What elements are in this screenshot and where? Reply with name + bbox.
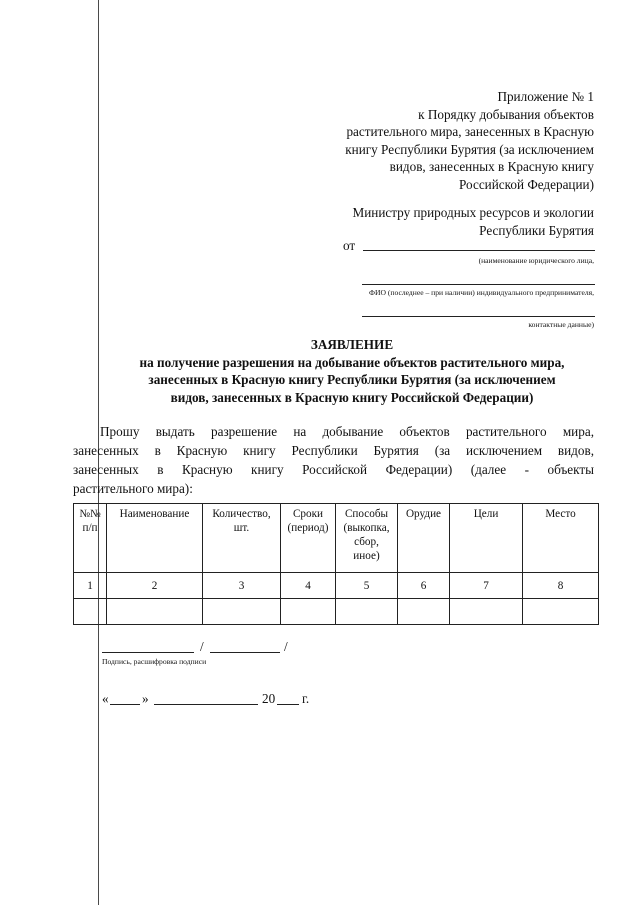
from-underline[interactable]	[363, 250, 595, 251]
table-cell[interactable]	[203, 599, 281, 625]
column-number-cell: 8	[523, 573, 599, 599]
date-row	[102, 691, 402, 709]
contacts-caption: контактные данные)	[528, 320, 594, 329]
column-number-cell: 5	[336, 573, 398, 599]
signature-slash: /	[200, 639, 204, 654]
entrepreneur-caption: ФИО (последнее – при наличии) индивидуального предпринимателя,	[369, 288, 594, 297]
header-place	[523, 504, 599, 573]
year-suffix: г.	[302, 691, 310, 706]
addressee-line: Республики Бурятия	[479, 222, 594, 238]
entrepreneur-underline[interactable]	[362, 284, 595, 285]
appendix-line: Российской Федерации)	[459, 176, 594, 192]
signature-caption: Подпись, расшифровка подписи	[102, 657, 207, 666]
date-open-quote: «	[102, 691, 109, 706]
addressee-line: Министру природных ресурсов и экологии	[352, 205, 594, 220]
date-close-quote: »	[142, 691, 149, 706]
addressee-block	[264, 204, 594, 239]
appendix-block	[264, 88, 594, 194]
header-line: шт.	[233, 522, 250, 534]
header-line: (период)	[287, 522, 329, 534]
legal-entity-caption: (наименование юридического лица,	[478, 256, 594, 265]
table-header-row	[74, 504, 599, 573]
year-prefix: 20	[262, 691, 276, 706]
title-heading: ЗАЯВЛЕНИЕ	[310, 337, 394, 352]
header-line: Наименование	[119, 508, 190, 520]
signature-decoding-line[interactable]	[210, 652, 280, 653]
table-cell[interactable]	[281, 599, 336, 625]
title-line: занесенных в Красную книгу Республики Бурятия (за исключением	[148, 372, 556, 388]
appendix-line: растительного мира, занесенных в Красную	[346, 124, 594, 140]
header-line: (выкопка,	[343, 522, 390, 534]
table-row	[74, 599, 599, 625]
header-period	[281, 504, 336, 573]
header-line: Количество,	[212, 508, 271, 520]
header-line: Сроки	[292, 508, 324, 520]
column-number-cell: 7	[450, 573, 523, 599]
column-number-cell: 3	[203, 573, 281, 599]
title-line: видов, занесенных в Красную книгу Российской Федерации)	[170, 389, 534, 405]
appendix-line: видов, занесенных в Красную книгу	[389, 159, 594, 175]
table-cell[interactable]	[107, 599, 203, 625]
column-number-cell: 6	[398, 573, 450, 599]
header-name	[107, 504, 203, 573]
header-line: №№	[79, 508, 101, 520]
header-methods	[336, 504, 398, 573]
objects-table	[73, 503, 599, 625]
table-number-row	[74, 573, 599, 599]
header-line: Орудие	[405, 508, 442, 520]
signature-line[interactable]	[102, 652, 194, 653]
paragraph-line: Прошу выдать разрешение на добывание объектов растительного мира,	[100, 424, 594, 439]
header-quantity	[203, 504, 281, 573]
title-line: на получение разрешения на добывание объектов растительного мира,	[139, 354, 565, 370]
signature-slash: /	[284, 639, 288, 654]
table-cell[interactable]	[523, 599, 599, 625]
document-title	[102, 336, 602, 406]
appendix-line: Приложение № 1	[497, 89, 594, 104]
appendix-line: к Порядку добывания объектов	[418, 106, 594, 122]
header-goals	[450, 504, 523, 573]
table-cell[interactable]	[450, 599, 523, 625]
column-number-cell: 2	[107, 573, 203, 599]
paragraph-line: растительного мира):	[73, 481, 193, 496]
paragraph-line: занесенных в Красную книгу Республики Бурятия (за исключением видов,	[73, 443, 594, 458]
request-paragraph	[73, 422, 594, 498]
from-label: от	[343, 238, 356, 253]
header-tool	[398, 504, 450, 573]
header-line: Место	[545, 508, 576, 520]
header-line: иное)	[353, 550, 380, 562]
header-line: п/п	[82, 522, 98, 534]
table-cell[interactable]	[74, 599, 107, 625]
contacts-underline[interactable]	[362, 316, 595, 317]
day-line[interactable]	[110, 704, 140, 705]
table-cell[interactable]	[398, 599, 450, 625]
paragraph-line: занесенных в Красную книгу Российской Федерации) (далее - объекты	[73, 462, 594, 477]
column-number-cell: 1	[74, 573, 107, 599]
from-field[interactable]	[343, 238, 595, 254]
column-number-cell: 4	[281, 573, 336, 599]
month-line[interactable]	[154, 704, 258, 705]
header-line: Способы	[344, 508, 389, 520]
year-line[interactable]	[277, 704, 299, 705]
header-number	[74, 504, 107, 573]
table-cell[interactable]	[336, 599, 398, 625]
header-line: Цели	[473, 508, 499, 520]
signature-row	[102, 639, 342, 657]
appendix-line: книгу Республики Бурятия (за исключением	[345, 141, 594, 157]
header-line: сбор,	[354, 536, 379, 548]
